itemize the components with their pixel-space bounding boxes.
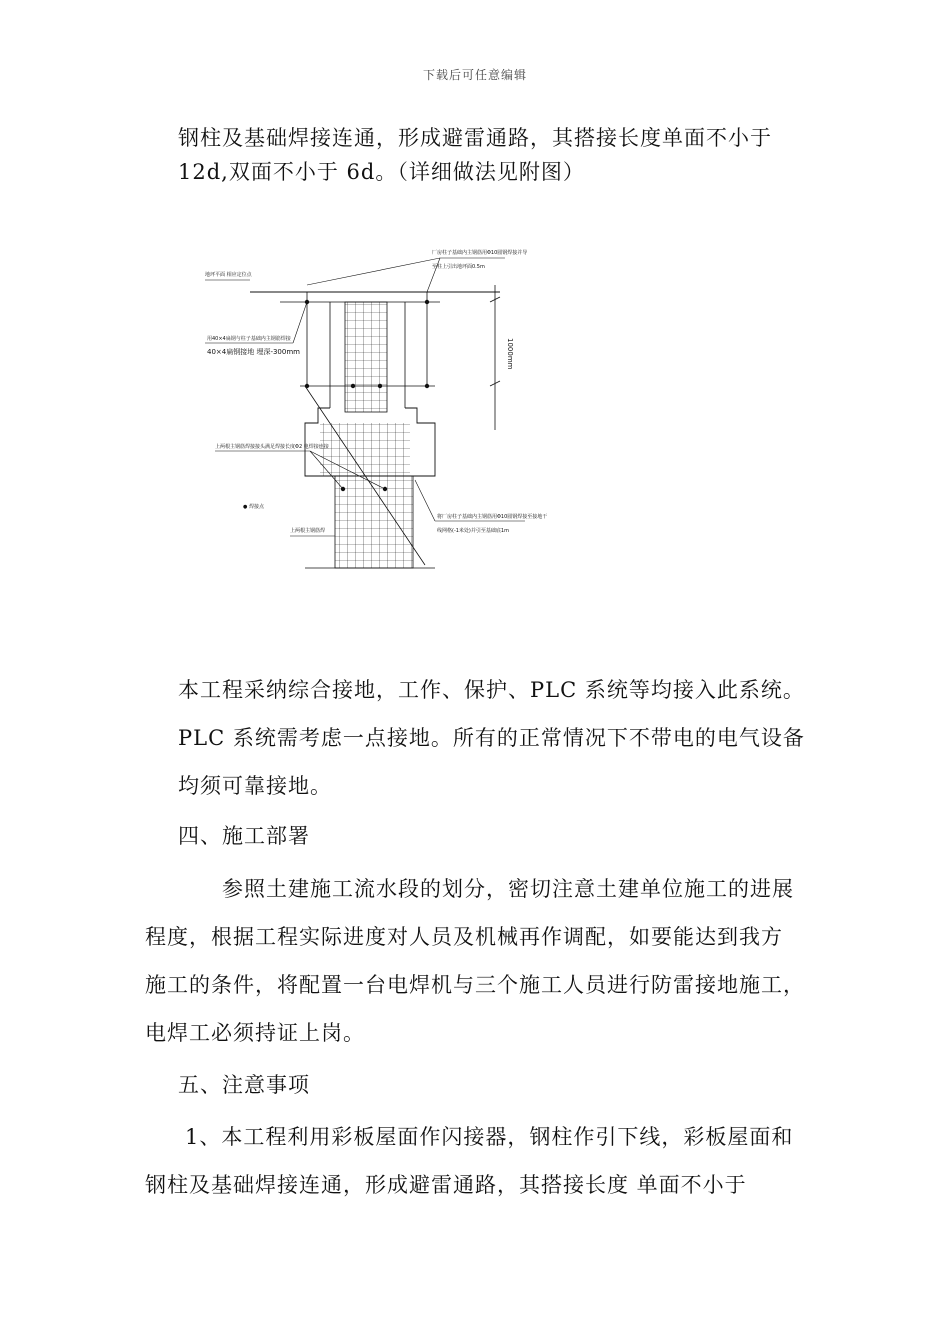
label-left-2: 40×4扁钢接地 埋深-300mm [207,348,300,356]
dimension-label: 1000mm [506,338,514,370]
grounding-detail-figure [195,240,548,585]
section-heading: 四、施工部署 [178,824,310,848]
paragraph-line: 12d,双面不小于 6d。（详细做法见附图） [178,160,585,184]
paragraph-line: 电焊工必须持证上岗。 [145,1021,365,1045]
weld-point [351,384,355,388]
label-mid-left: 上两根主钢筋焊接接头满足焊接长度Φ2 电焊接连接 [215,444,329,450]
paragraph-line: 本工程采纳综合接地，工作、保护、PLC 系统等均接入此系统。 [178,678,805,702]
label-weld-legend: ● 焊接点 [243,504,264,510]
label-top-right-2: 至柱上引出地坪面0.5m [432,264,485,270]
paragraph-line: PLC 系统需考虑一点接地。所有的正常情况下不带电的电气设备 [178,726,805,750]
weld-point [305,384,309,388]
column-pier [345,302,387,412]
label-left-1: 用40×4扁钢与柱子基础内主钢筋焊接 [207,336,291,342]
paragraph-line: 钢柱及基础焊接连通，形成避雷通路，其搭接长度 单面不小于 [145,1173,747,1197]
grounding-detail-drawing [195,240,548,585]
label-bottom-right-1: 将厂房柱子基础内主钢筋用Φ10圆钢焊接至接地干 [437,514,548,520]
weld-point [425,300,429,304]
paragraph-line: 1、本工程利用彩板屋面作闪接器，钢柱作引下线，彩板屋面和 [185,1125,794,1149]
paragraph-line: 程度，根据工程实际进度对人员及机械再作调配，如要能达到我方 [145,925,783,949]
label-ground: 地坪平面 相应定位点 [205,272,252,278]
paragraph-line: 施工的条件，将配置一台电焊机与三个施工人员进行防雷接地施工， [145,973,805,997]
label-bottom-left: 上两根主钢筋焊 [290,528,326,534]
weld-point [425,384,429,388]
paragraph-line: 均须可靠接地。 [178,774,332,798]
lower-column [335,476,413,568]
label-bottom-right-2: 线网格(-1米处)并引至基础底1m [437,528,509,534]
weld-point [378,384,382,388]
page-header: 下载后可任意编辑 [422,68,527,82]
paragraph-line: 参照土建施工流水段的划分，密切注意土建单位施工的进展 [222,877,794,901]
label-top-right-1: 厂房柱子基础内主钢筋用Φ10圆钢焊接并导 [432,250,528,256]
section-heading: 五、注意事项 [178,1073,310,1097]
paragraph-line: 钢柱及基础焊接连通，形成避雷通路，其搭接长度单面不小于 [178,126,772,150]
